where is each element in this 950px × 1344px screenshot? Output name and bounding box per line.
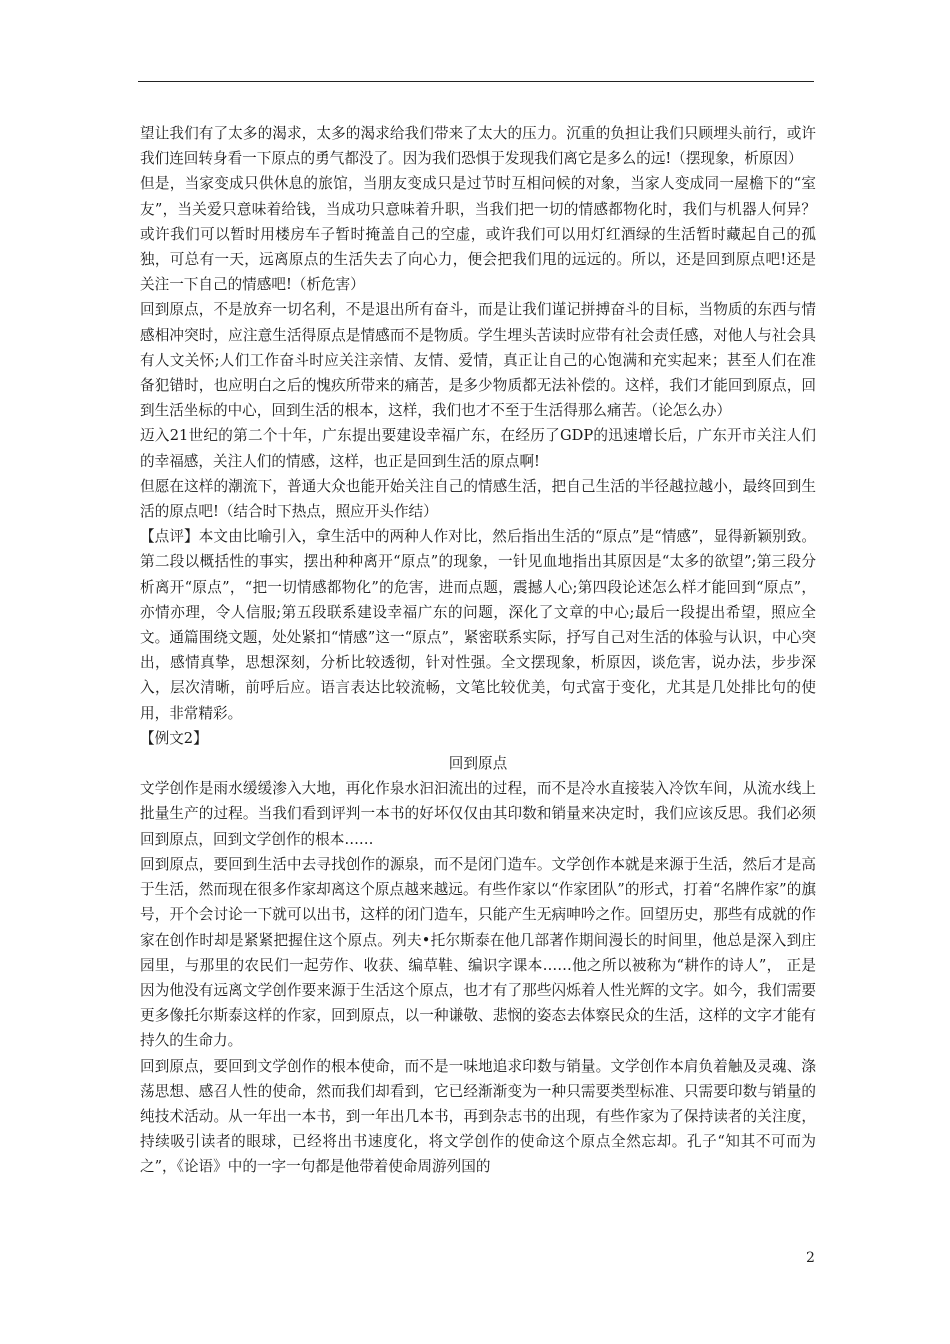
header-rule bbox=[138, 81, 814, 82]
example-label: 【例文2】 bbox=[140, 729, 208, 747]
essay-paragraph: 回到原点，要回到生活中去寻找创作的源泉，而不是闭门造车。文学创作本就是来源于生活，然后才是高于生活，然而现在很多作家却离这个原点越来越远。有些作家以“作家团队”的形式，打着“名牌作家”的旗号，开个会讨论一下就可以出书，这样的闭门造车，只能产生无病呻吟之作。回望历史，那些有成就的作家在创作时却是紧紧把握住这个原点。列夫•托尔斯泰在他几部著作期间漫长的时间里，他总是深入到庄园里，与那里的农民们一起劳作、收获、编草鞋、编识字课本……他之所以被称为“耕作的诗人”， 正是因为他没有远离文学创作要来源于生活这个原点，也才有了那些闪烁着人性光辉的文字。如今，我们需要更多像托尔斯泰这样的作家，回到原点，以一种谦敬、悲悯的姿态去体察民众的生活，这样的文字才能有持久的生命力。 bbox=[140, 855, 816, 1050]
paragraph: 但是，当家变成只供休息的旅馆，当朋友变成只是过节时互相问候的对象，当家人变成同一屋檐下的“室友”，当关爱只意味着给钱，当成功只意味着升职，当我们把一切的情感都物化时，我们与机器人何异？或许我们可以暂时用楼房车子暂时掩盖自己的空虚，或许我们可以用灯红酒绿的生活暂时藏起自己的孤独，可总有一天，远离原点的生活失去了向心力，便会把我们甩的远远的。所以，还是回到原点吧!还是关注一下自己的情感吧!（析危害） bbox=[140, 175, 816, 294]
essay-paragraph: 文学创作是雨水缓缓渗入大地，再化作泉水汩汩流出的过程，而不是冷水直接装入冷饮车间，从流水线上批量生产的过程。当我们看到评判一本书的好坏仅仅由其印数和销量来决定时，我们应该反思。我们必须回到原点，回到文学创作的根本…… bbox=[140, 780, 816, 848]
paragraph: 但愿在这样的潮流下，普通大众也能开始关注自己的情感生活，把自己生活的半径越拉越小，最终回到生活的原点吧!（结合时下热点，照应开头作结） bbox=[140, 477, 816, 521]
essay-paragraph: 回到原点，要回到文学创作的根本使命，而不是一味地追求印数与销量。文学创作本肩负着触及灵魂、涤荡思想、感召人性的使命，然而我们却看到，它已经渐渐变为一种只需要类型标准、只需要印数与销量的纯技术活动。从一年出一本书，到一年出几本书，再到杂志书的出现，有些作家为了保持读者的关注度，持续吸引读者的眼球，已经将出书速度化，将文学创作的使命这个原点全然忘却。孔子“知其不可而为之”，《论语》中的一字一句都是他带着使命周游列国的 bbox=[140, 1057, 816, 1176]
commentary-paragraph: 【点评】本文由比喻引入，拿生活中的两种人作对比，然后指出生活的“原点”是“情感”，显得新颖别致。第二段以概括性的事实，摆出种种离开“原点”的现象，一针见血地指出其原因是“太多的欲望”;第三段分析离开“原点”，“把一切情感都物化”的危害，进而点题，震撼人心;第四段论述怎么样才能回到“原点”，亦情亦理，令人信服;第五段联系建设幸福广东的问题，深化了文章的中心;最后一段提出希望，照应全文。通篇围绕文题，处处紧扣“情感”这一“原点”，紧密联系实际，抒写自己对生活的体验与认识，中心突出，感情真挚，思想深刻，分析比较透彻，针对性强。全文摆现象，析原因，谈危害，说办法，步步深入，层次清晰，前呼后应。语言表达比较流畅，文笔比较优美，句式富于变化，尤其是几处排比句的使用，非常精彩。 bbox=[140, 528, 816, 722]
paragraph: 望让我们有了太多的渴求，太多的渴求给我们带来了太大的压力。沉重的负担让我们只顾埋头前行，或许我们连回转身看一下原点的勇气都没了。因为我们恐惧于发现我们离它是多么的远!（摆现象，析原因） bbox=[140, 125, 816, 168]
page-number: 2 bbox=[806, 1250, 815, 1266]
paragraph: 迈入21世纪的第二个十年，广东提出要建设幸福广东，在经历了GDP的迅速增长后，广东开市关注人们的幸福感，关注人们的情感，这样，也正是回到生活的原点啊! bbox=[140, 427, 816, 470]
document-body bbox=[140, 121, 816, 1180]
paragraph: 回到原点，不是放弃一切名利，不是退出所有奋斗，而是让我们谨记拼搏奋斗的目标，当物质的东西与情感相冲突时，应注意生活得原点是情感而不是物质。学生埋头苦读时应带有社会责任感，对他人与社会具有人文关怀;人们工作奋斗时应关注亲情、友情、爱情，真正让自己的心饱满和充实起来；甚至人们在准备犯错时，也应明白之后的愧疚所带来的痛苦，是多少物质都无法补偿的。这样，我们才能回到原点，回到生活坐标的中心，回到生活的根本，这样，我们也才不至于生活得那么痛苦。（论怎么办） bbox=[140, 301, 816, 420]
essay-title: 回到原点 bbox=[448, 755, 508, 773]
